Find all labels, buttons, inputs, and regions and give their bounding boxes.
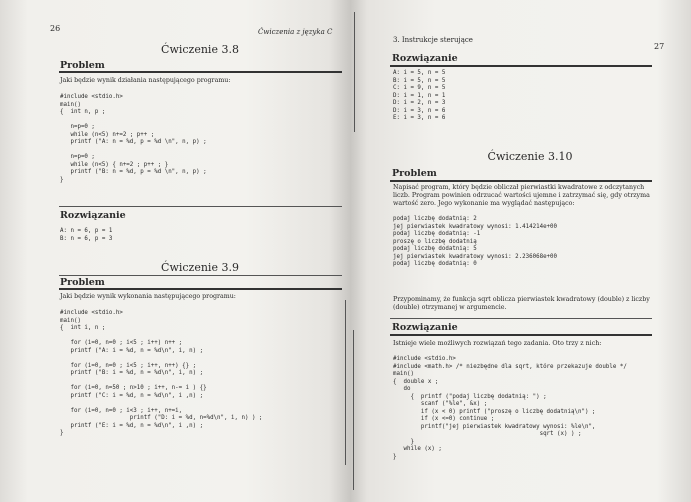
solution-output: A: i = 5, n = 5 B: i = 5, n = 5 C: i = 9, n = 5 D: i = 1, n = 1 D: i = 2, n = 3 D: i = 3, n = 6 E: i = 3, n = 6 <box>393 70 446 121</box>
section-rule <box>59 71 342 73</box>
problem-text: Jaki będzie wynik działania następującego programu: <box>60 77 231 84</box>
solution-heading: Rozwiązanie <box>392 322 458 333</box>
program-code: #include <stdio.h> main() { int i, n ; for (i=0, n=0 ; i<5 ; i++) n++ ; printf ("A: i = %d, n = %d\n", i, n) ; for (i=0, n=0 ; i<5 ; i++, n++) {} ; printf ("B: i = %d, n = %d\n", i, n) ; for (i=0, n=50 ; n>10 ; i++, n-= i ) {} printf ("C: i = %d, n = %d\n", i ,n) ; for (i=0, n=0 ; i<3 ; i++, n+=i, printf ("D: i = %d, n=%d\n", i, n) ) ; printf ("E: i = %d, n = %d\n", i ,n) ; } <box>60 310 263 436</box>
problem-text <box>393 184 650 209</box>
problem-heading: Problem <box>60 277 105 288</box>
section-rule <box>59 206 342 207</box>
solution-heading: Rozwiązanie <box>60 210 126 221</box>
section-rule <box>390 334 652 336</box>
page-number: 26 <box>50 24 61 33</box>
right-page <box>350 0 691 502</box>
problem-heading: Problem <box>392 168 437 179</box>
text-line: liczb. Program powinien odrzucać wartości ujemne i zatrzymać się, gdy otrzyma <box>393 192 650 200</box>
reminder-text <box>393 296 650 312</box>
margin-rule <box>354 12 355 132</box>
exercise-3-10-title: Ćwiczenie 3.10 <box>487 150 573 163</box>
running-header: Ćwiczenia z języka C <box>258 28 333 36</box>
solution-text: Istnieje wiele możliwych rozwiązań tego zadania. Oto trzy z nich: <box>393 340 602 347</box>
exercise-3-9-title: Ćwiczenie 3.9 <box>161 261 239 274</box>
solution-output: A: n = 6, p = 1 B: n = 6, p = 3 <box>60 228 113 242</box>
section-rule <box>390 318 652 319</box>
section-rule <box>59 275 342 276</box>
section-rule <box>59 288 342 290</box>
text-line: Przypominamy, że funkcja sqrt oblicza pierwiastek kwadratowy (double) z liczby <box>393 296 650 303</box>
section-rule <box>390 180 652 182</box>
page-number: 27 <box>654 42 665 51</box>
margin-rule <box>353 330 354 490</box>
text-line: (double) otrzymanej w argumencie. <box>393 304 507 312</box>
program-code: #include <stdio.h> main() { int n, p ; n=p=0 ; while (n<5) n+=2 ; p++ ; printf ("A: n = %d, p = %d \n", n, p) ; n=p=0 ; while (n<5) { n+=2 ; p++ ; } printf ("B: n = %d, p = %d \n", n, p) ; } <box>60 94 207 183</box>
text-line: wartość zero. Jego wykonanie ma wyglądać następująco: <box>393 200 575 208</box>
solution-code: #include <stdio.h> #include <math.h> /* niezbędne dla sqrt, które przekazuje double */ main() { double x ; do { printf ("podaj liczbę dodatnią: ") ; scanf ("%le", &x) ; if (x < 0) printf ("proszę o liczbę dodatnią\n") ; if (x <=0) continue ; printf("jej pierwiastek kwadratowy wynosi: %le\n", sqrt (x) ) ; } while (x) ; } <box>393 356 627 460</box>
problem-heading: Problem <box>60 60 105 71</box>
section-rule <box>390 65 652 67</box>
solution-heading: Rozwiązanie <box>392 53 458 64</box>
margin-rule <box>345 300 346 465</box>
run-example: podaj liczbę dodatnią: 2 jej pierwiastek kwadratowy wynosi: 1.414214e+00 podaj liczbę dodatnią: -1 proszę o liczbę dodatnią podaj liczbę dodatnią: 5 jej pierwiastek kwadratowy wynosi: 2.236068e+00 podaj liczbę dodatnią: 0 <box>393 216 558 267</box>
text-line: Napisać program, który będzie obliczał pierwiastki kwadratowe z odczytanych <box>393 184 645 191</box>
problem-text: Jaki będzie wynik wykonania następującego programu: <box>60 293 236 300</box>
running-header: 3. Instrukcje sterujące <box>393 36 473 44</box>
exercise-3-8-title: Ćwiczenie 3.8 <box>161 43 239 56</box>
